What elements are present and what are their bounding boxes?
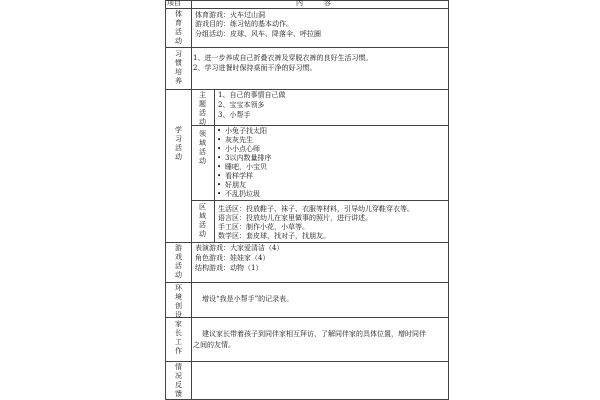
- sports-line: 体育游戏：火车过山洞: [195, 11, 265, 19]
- bullet-icon: •: [217, 145, 222, 153]
- domain-item: • 小小点心师: [217, 145, 260, 153]
- parents-label: 家长工作: [175, 320, 182, 355]
- feedback-label: 情况反馈: [175, 363, 182, 398]
- header-content: 内 容: [296, 0, 331, 7]
- row-divider: [165, 282, 449, 283]
- sub-row-divider: [191, 200, 449, 201]
- habits-line: 1、进一步养成自己折叠衣裤及穿脱衣裤的良好生活习惯。: [193, 54, 373, 62]
- row-divider: [165, 242, 449, 243]
- learning-label: 学习活动: [175, 126, 182, 161]
- theme-item: 2、宝宝本领多: [218, 101, 265, 109]
- parents-line: 建议家长带着孩子到同伴家相互拜访，了解同伴家的具体位置，增时同伴: [202, 330, 426, 338]
- games-label: 游戏活动: [175, 244, 182, 279]
- games-line: 表演游戏：大家爱清洁（4）: [195, 244, 284, 252]
- area-item: 手工区：制作小花，小草等。: [218, 223, 309, 231]
- domain-item: • 不乱扔垃圾: [217, 190, 260, 198]
- sub-column-divider: [214, 89, 215, 242]
- bullet-icon: •: [217, 172, 222, 180]
- sports-line: 分组活动：皮球、风车、降落伞、呼拉圈: [195, 30, 321, 38]
- habits-line: 2、学习进餐时保持桌面干净的好习惯。: [193, 64, 317, 72]
- bullet-icon: •: [217, 190, 222, 198]
- domain-item: • 睡吧，小宝贝: [217, 163, 267, 171]
- domain-item: • 好朋友: [217, 181, 246, 189]
- row-divider: [165, 47, 449, 48]
- theme-label: 主题活动: [199, 91, 206, 126]
- area-item: 生活区：投放鞋子、袜子、衣服等材料，引导幼儿穿鞋穿衣等。: [218, 205, 414, 213]
- sports-line: 游戏目的：练习钻的基本动作。: [195, 20, 293, 28]
- domain-item: • 3以内数量排序: [217, 154, 272, 162]
- domain-item: • 小兔子找太阳: [217, 127, 267, 135]
- area-item: 数学区：套皮球，找对子，找朋友。: [218, 232, 330, 240]
- bullet-icon: •: [217, 181, 222, 189]
- parents-line: 之间的友情。: [193, 341, 235, 349]
- habits-label: 习惯培养: [175, 50, 182, 85]
- sub-row-divider: [191, 125, 449, 126]
- row-divider: [165, 361, 449, 362]
- sports-label: 体育活动: [175, 10, 182, 45]
- domain-label: 领域活动: [199, 130, 206, 165]
- games-line: 结构游戏：动物（1）: [195, 264, 263, 272]
- theme-item: 1、自己的事情自己做: [218, 91, 286, 99]
- games-line: 角色游戏：娃娃家（4）: [195, 254, 270, 262]
- area-label: 区域活动: [199, 203, 206, 238]
- row-divider: [165, 8, 449, 9]
- environment-label: 环境创设: [175, 284, 182, 319]
- row-divider: [165, 317, 449, 318]
- row-divider: [165, 89, 449, 90]
- area-item: 语言区：投放幼儿在家里做事的照片，进行讲述。: [218, 214, 372, 222]
- theme-item: 3、小帮手: [218, 111, 251, 119]
- bullet-icon: •: [217, 127, 222, 135]
- header-item: 项目: [167, 0, 181, 7]
- bullet-icon: •: [217, 136, 222, 144]
- domain-item: • 看样学样: [217, 172, 253, 180]
- domain-item: • 灰灰先生: [217, 136, 253, 144]
- environment-text: 增设“我是小帮手”的记录表。: [202, 295, 294, 303]
- bullet-icon: •: [217, 154, 222, 162]
- bullet-icon: •: [217, 163, 222, 171]
